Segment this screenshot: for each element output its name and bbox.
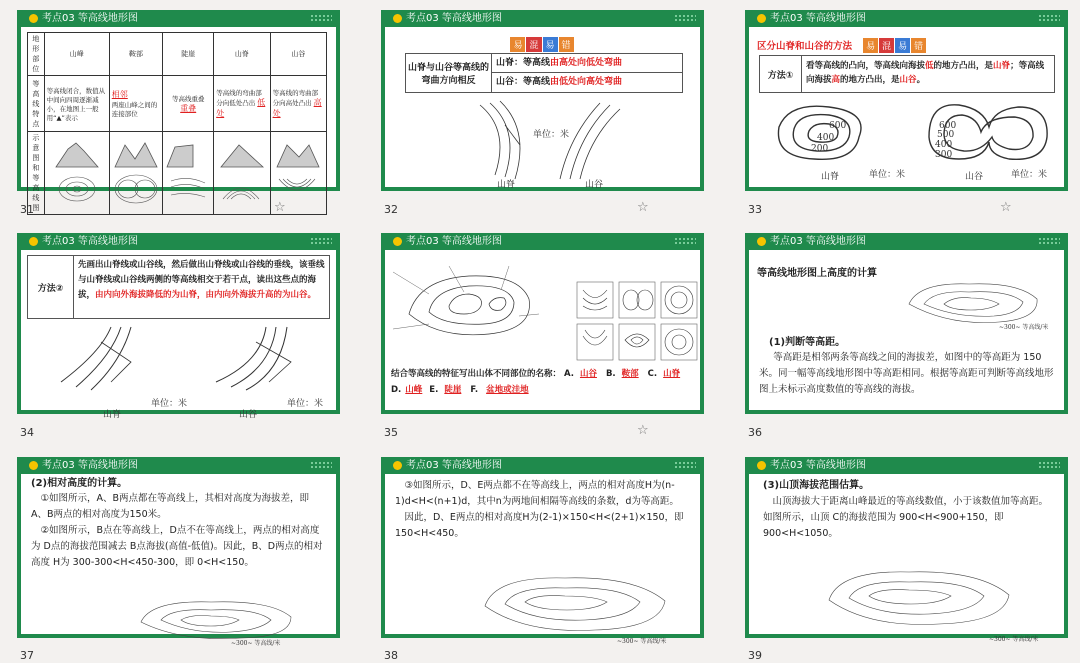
slide-header-title: 考点03 等高线地形图 [406, 236, 502, 247]
valley-rule: 山谷：等高线由低处向高处弯曲 [496, 77, 623, 87]
contour-label: 300 [935, 150, 953, 160]
comparison-box [405, 53, 683, 93]
slide-heading-row [757, 34, 1056, 53]
slide-thumbnail-39[interactable] [745, 457, 1068, 643]
dots-decoration-icon [674, 461, 696, 470]
contour-map-figure [819, 560, 1019, 630]
slide-thumbnail-34[interactable] [17, 233, 340, 420]
bullet-dot-icon [29, 14, 38, 23]
dots-decoration-icon [1038, 14, 1060, 23]
terrain-table [27, 32, 327, 215]
ridge-caption: 山脊 [103, 410, 122, 420]
tag: 错 [911, 38, 926, 53]
contour-label: 400 [817, 133, 835, 143]
contour-label: 600 [939, 121, 957, 131]
paragraph: 山顶海拔大于距离山峰最近的等高线数值，小于该数值加等高距。如图所示，山顶 C的海拔范围为 900<H<900+150，即 900<H<1050。 [763, 496, 1049, 539]
legend-text: ~300~ 等高线/米 [999, 324, 1049, 331]
slide-header [21, 457, 336, 474]
slide-number: 37 [20, 649, 34, 662]
ridge-rule: 山脊：等高线由高处向低处弯曲 [492, 54, 682, 73]
bullet-dot-icon [757, 14, 766, 23]
legend-text: ~300~ 等高线/米 [989, 636, 1039, 643]
contour-options-figure [575, 280, 703, 362]
tag: 错 [559, 37, 574, 52]
unit-label: 单位：米 [533, 130, 570, 140]
slide-header [749, 10, 1064, 27]
slide-header-title: 考点03 等高线地形图 [42, 236, 138, 247]
method-label: 方法② [28, 256, 74, 318]
section-heading: (3)山顶海拔范围估算。 [763, 480, 870, 491]
slide-header [749, 457, 1064, 474]
star-icon[interactable]: ☆ [637, 423, 649, 438]
slide-number: 38 [384, 649, 398, 662]
slide-number: 33 [748, 203, 762, 216]
slide-header [21, 10, 336, 27]
tag: 易 [510, 37, 525, 52]
slide-header-title: 考点03 等高线地形图 [406, 13, 502, 24]
table-header: 鞍部 [109, 33, 162, 76]
dots-decoration-icon [674, 237, 696, 246]
unit-label: 单位：米 [1011, 170, 1048, 180]
dots-decoration-icon [310, 14, 332, 23]
slide-number: 36 [748, 426, 762, 439]
bullet-dot-icon [757, 461, 766, 470]
ridge-valley-figure [475, 95, 625, 185]
table-cell: 等高线的弯曲部分向高处凸出 高处 [270, 76, 326, 132]
slide-title: 等高线地形图上高度的计算 [757, 268, 877, 279]
valley-caption: 山谷 [239, 410, 258, 420]
bullet-dot-icon [393, 461, 402, 470]
unit-label: 单位：米 [869, 170, 906, 180]
slide-number: 31 [20, 203, 34, 216]
saddle-diagram [109, 132, 162, 215]
slide-header [21, 233, 336, 250]
tag: 易 [543, 37, 558, 52]
slide-header [385, 457, 700, 474]
dots-decoration-icon [1038, 237, 1060, 246]
contour-comparison-figure [759, 97, 1059, 177]
slide-number: 39 [748, 649, 762, 662]
slide-number: 32 [384, 203, 398, 216]
contour-label: 400 [935, 140, 953, 150]
slide-number: 35 [384, 426, 398, 439]
section-heading: (1)判断等高距。 [769, 337, 846, 348]
star-icon[interactable]: ☆ [1000, 200, 1012, 215]
table-header: 地形部位 [28, 33, 45, 76]
contour-label: 500 [937, 130, 955, 140]
table-header: 山脊 [214, 33, 270, 76]
slide-header [385, 233, 700, 250]
cliff-diagram [163, 132, 214, 215]
contour-map-figure [899, 274, 1049, 329]
section-heading: (2)相对高度的计算。 [31, 478, 128, 489]
method-text: 看等高线的凸向，等高线向海拔低的地方凸出，是山脊；等高线向海拔高的地方凸出，是山谷。 [806, 61, 1045, 85]
contour-label: 600 [829, 121, 847, 131]
table-header: 陡崖 [163, 33, 214, 76]
slide-header-title: 考点03 等高线地形图 [770, 460, 866, 471]
table-cell: 等高线的弯曲部分向低处凸出 低处 [214, 76, 270, 132]
contour-map-figure [475, 566, 675, 636]
peak-diagram [44, 132, 109, 215]
dots-decoration-icon [1038, 461, 1060, 470]
slide-header-title: 考点03 等高线地形图 [42, 13, 138, 24]
table-header: 山峰 [44, 33, 109, 76]
table-cell: 相邻 两座山峰之间的连接部位 [109, 76, 162, 132]
legend-text: ~300~ 等高线/米 [231, 640, 281, 647]
row-label: 等高线特点 [28, 76, 45, 132]
slide-header-title: 考点03 等高线地形图 [42, 460, 138, 471]
slide-thumbnail-38[interactable] [381, 457, 704, 645]
slide-header [385, 10, 700, 27]
left-text: 山脊与山谷等高线的弯曲方向相反 [406, 54, 492, 92]
slide-header [749, 233, 1064, 250]
star-icon[interactable]: ☆ [637, 200, 649, 215]
table-header: 山谷 [270, 33, 326, 76]
bullet-dot-icon [393, 237, 402, 246]
method-text: 先画出山脊线或山谷线，然后做出山脊线或山谷线的垂线，该垂线与山脊线或山谷线两侧的等高线相交于若干点，读出这些点的海拔，由内向外海拔降低的为山脊，由内向外海拔升高的为山谷。 [78, 260, 325, 300]
method-title: 区分山脊和山谷的方法 [757, 41, 853, 52]
slide-header-title: 考点03 等高线地形图 [770, 236, 866, 247]
slide-thumbnail-32[interactable] [381, 10, 704, 191]
bullet-dot-icon [393, 14, 402, 23]
dots-decoration-icon [674, 14, 696, 23]
row-label: 示意图和等高线图 [28, 132, 45, 215]
paragraph: ③如图所示，D、E两点都不在等高线上，两点的相对高度H为(n-1)d<H<(n+1)d，其中n为两地间相隔等高线的条数，d为等高距。 [395, 480, 679, 507]
tag: 易 [863, 38, 878, 53]
legend-text: ~300~ 等高线/米 [617, 638, 667, 645]
tag: 混 [879, 38, 894, 53]
slide-thumbnail-33[interactable] [745, 10, 1068, 191]
unit-label: 单位：米 [287, 399, 324, 409]
dots-decoration-icon [310, 461, 332, 470]
slide-thumbnail-37[interactable] [17, 457, 340, 647]
ridge-valley-method-figure [51, 322, 331, 392]
slide-thumbnail-35[interactable] [381, 233, 704, 414]
paragraph: ①如图所示，A、B两点都在等高线上，其相对高度为海拔差，即 A、B两点的相对高度为150米。 [31, 493, 310, 520]
bullet-dot-icon [29, 461, 38, 470]
unit-label: 单位：米 [151, 399, 188, 409]
method-box [759, 55, 1055, 93]
tag-row [393, 33, 692, 52]
tag: 混 [526, 37, 541, 52]
bullet-dot-icon [29, 237, 38, 246]
ridge-diagram [214, 132, 270, 215]
slide-header-title: 考点03 等高线地形图 [406, 460, 502, 471]
ridge-caption: 山脊 [821, 172, 840, 182]
terrain-contour-figure [389, 254, 569, 354]
contour-label: 200 [811, 144, 829, 154]
contour-map-figure [131, 592, 301, 642]
valley-caption: 山谷 [965, 172, 984, 182]
slide-thumbnail-36[interactable] [745, 233, 1068, 414]
paragraph: ②如图所示，B点在等高线上，D点不在等高线上，两点的相对高度为 D点的海拔范围减去 B点海拔(高值-低值)。因此，B、D两点的相对高度 H为 300-300<H<450-300，即 0<H<150。 [31, 525, 323, 568]
paragraph: 因此，D、E两点的相对高度H为(2-1)×150<H<(2+1)×150，即150<H<450。 [395, 512, 684, 539]
table-cell: 等高线闭合，数值从中间向四周逐渐减小，在地图上一般用“▲”表示 [44, 76, 109, 132]
paragraph: 等高距是相邻两条等高线之间的海拔差，如图中的等高距为 150米。同一幅等高线地形图中等高距相同。根据等高距可判断等高线地形图上未标示高度数值的等高线的海拔。 [759, 352, 1054, 395]
valley-caption: 山谷 [585, 180, 604, 190]
answer-question: 结合等高线的特征写出山体不同部位的名称： A. 山谷 B. 鞍部 C. 山脊 D. 山峰 E. 陡崖 F. 盆地或洼地 [391, 369, 681, 395]
star-icon[interactable]: ☆ [274, 200, 286, 215]
tag: 易 [895, 38, 910, 53]
ridge-caption: 山脊 [497, 180, 516, 190]
method-box [27, 255, 330, 319]
slide-header-title: 考点03 等高线地形图 [770, 13, 866, 24]
table-cell: 等高线重叠 重叠 [163, 76, 214, 132]
bullet-dot-icon [757, 237, 766, 246]
method-label: 方法① [760, 56, 802, 92]
slide-number: 34 [20, 426, 34, 439]
dots-decoration-icon [310, 237, 332, 246]
